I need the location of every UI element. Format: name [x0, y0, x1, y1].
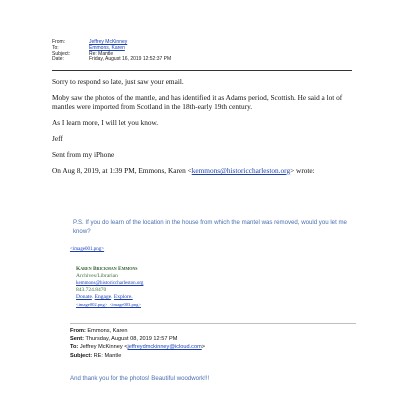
to-value[interactable]: Emmons, Karen [89, 44, 125, 51]
thanks-line: And thank you for the photos! Beautiful woodwork!!! [70, 375, 210, 382]
date-value: Friday, August 16, 2019 12:52:37 PM [89, 56, 172, 63]
email-header [52, 40, 171, 63]
body-signoff: Jeff [52, 134, 63, 143]
image-placeholder-1[interactable]: <image001.png> [70, 247, 105, 252]
header-divider [52, 70, 352, 71]
signature-nav: Donate. Engage. Explore. [76, 294, 133, 300]
fwd-to-label: To: [70, 344, 79, 351]
fwd-subject-label: Subject: [70, 352, 93, 359]
quote-intro [52, 166, 352, 175]
quote-prefix: On Aug 8, 2019, at 1:39 PM, Emmons, Karen < [52, 166, 192, 175]
signature-images [76, 301, 143, 308]
signature-email-link[interactable]: kemmons@historiccharleston.org [76, 281, 144, 286]
subject-value: Re: Mantle [89, 50, 114, 57]
fwd-from-label: From: [70, 328, 86, 334]
date-label: Date: [52, 56, 64, 63]
fwd-to-name: Jeffrey McKinney < [79, 344, 128, 351]
from-label: From: [52, 39, 66, 45]
image-placeholder-2[interactable]: <image002.png> [76, 302, 108, 307]
quote-email-link[interactable]: kemmons@historiccharleston.org [191, 166, 291, 175]
sent-from-line: Sent from my iPhone [52, 150, 115, 159]
signature-phone: 843.724.8470 [76, 287, 107, 293]
fwd-from-row [70, 327, 205, 335]
fwd-subject-row [70, 352, 205, 360]
image-placeholder-3[interactable]: <image003.png> [109, 302, 141, 307]
fwd-from-value: Emmons, Karen [87, 328, 128, 334]
fwd-to-email-link[interactable]: jeffreydmckinney@icloud.com [127, 344, 202, 351]
signature-name: Karen Brickman Emmons [76, 266, 138, 272]
signature-title: Archives/Librarian [76, 273, 118, 279]
fwd-sent-label: Sent: [70, 336, 84, 343]
email-body [52, 77, 352, 182]
signature-block [76, 266, 143, 308]
postscript: P.S. If you do learn of the location in the house from which the mantel was removed, would you let me know? [73, 219, 347, 235]
donate-link[interactable]: Donate [76, 294, 92, 300]
forward-divider [70, 323, 356, 324]
to-label: To: [52, 44, 59, 51]
body-paragraph-1: Sorry to respond so late, just saw your email. [52, 77, 184, 86]
explore-link[interactable]: Explore. [113, 294, 133, 300]
body-paragraph-3: As I learn more, I will let you know. [52, 118, 159, 127]
quote-suffix: > wrote: [290, 166, 315, 175]
fwd-sent-row [70, 335, 205, 343]
fwd-subject-value: RE: Mantle [93, 352, 122, 359]
forwarded-header [70, 327, 205, 360]
subject-label: Subject: [52, 50, 71, 57]
from-value[interactable]: Jeffrey McKinney [89, 39, 128, 45]
fwd-to-row [70, 343, 205, 351]
fwd-sent-value: Thursday, August 08, 2019 12:57 PM [85, 336, 178, 343]
fwd-to-close: > [201, 344, 206, 351]
engage-link[interactable]: Engage [94, 294, 112, 300]
body-paragraph-2: Moby saw the photos of the mantle, and has identified it as Adams period, Scottish. He said a lot of mantles were imported from Scotland in the 18th-early 19th century. [52, 93, 343, 111]
